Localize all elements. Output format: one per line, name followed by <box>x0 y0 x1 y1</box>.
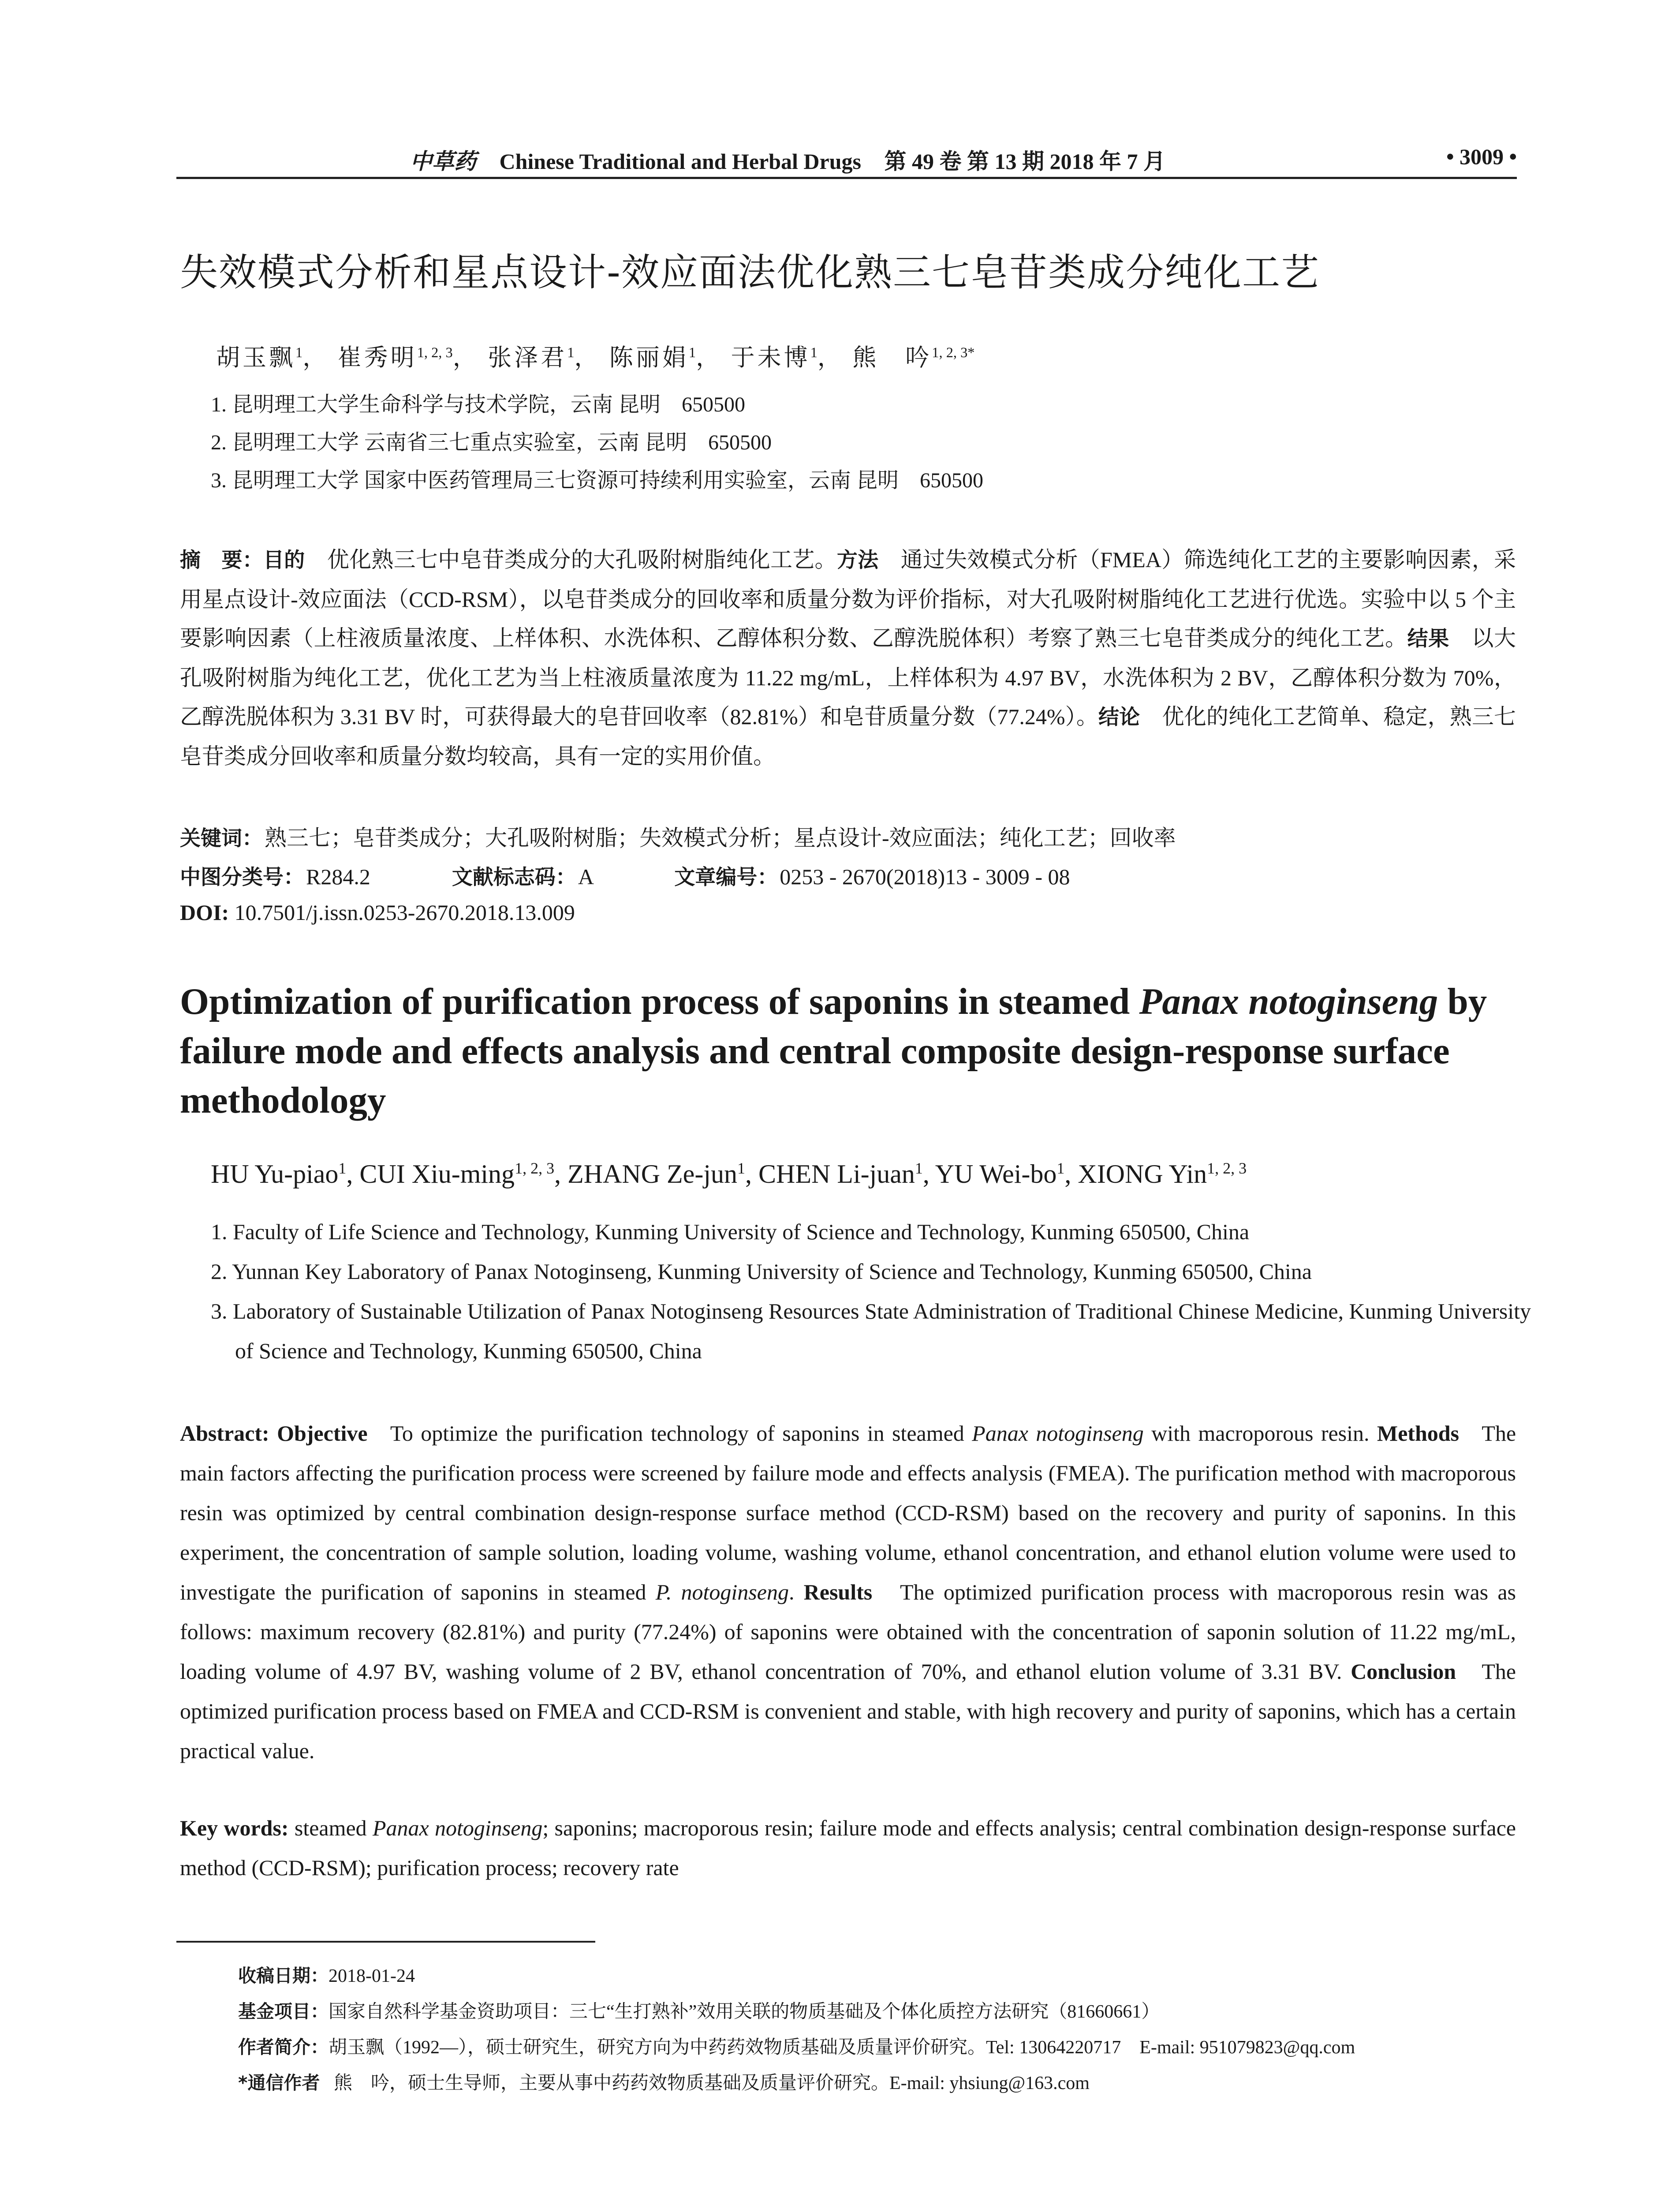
author-cn: 于未博$^1$ <box>731 344 818 371</box>
title-en: Optimization of purification process of saponins in steamed Panax notoginseng by failure mode and effects analysis and central composite design-response surface methodology <box>180 981 1487 1121</box>
footnote-fund: 基金项目：国家自然科学基金资助项目：三七“生打熟补”效用关联的物质基础及个体化质控方法研究（81660661） <box>238 2001 1160 2022</box>
author-en: HU Yu-piao$^1$ <box>211 1159 347 1188</box>
footnote-author: 作者简介：胡玉飘（1992—），硕士研究生，研究方向为中药药效物质基础及质量评价研究。Tel: 13064220717 E-mail: 951079823@qq.com <box>238 2037 1355 2058</box>
journal-info <box>410 144 1165 176</box>
author-en: CHEN Li-juan$^1$ <box>758 1159 923 1188</box>
keywords-cn <box>180 820 1176 852</box>
methods-en-label: Methods <box>1377 1421 1460 1446</box>
keywords-en-label: Key words: <box>180 1816 289 1840</box>
affiliation-en: 1. Faculty of Life Science and Technology, Kunming University of Science and Technology, Kunming 650500, China <box>211 1219 1250 1244</box>
article-no-label: 文章编号： <box>674 865 778 889</box>
authors-cn: 胡玉飘$^1$， 崔秀明$^{1, 2, 3}$， 张泽君$^1$， 陈丽娟$^1$， 于未博$^1$， 熊 吟$^{1, 2, 3*}$ <box>216 344 975 371</box>
affiliation-en: 2. Yunnan Key Laboratory of Panax Notoginseng, Kunming University of Science and Technology, Kunming 650500, China <box>211 1259 1312 1284</box>
affiliation-cn: 3. 昆明理工大学 国家中医药管理局三七资源可持续利用实验室，云南 昆明 650500 <box>211 469 984 492</box>
affiliation-cn: 2. 昆明理工大学 云南省三七重点实验室，云南 昆明 650500 <box>211 431 772 454</box>
doc-code-label: 文献标志码： <box>452 865 576 889</box>
footnote-corresponding: *通信作者 熊 吟，硕士生导师，主要从事中药药效物质基础及质量评价研究。E-mail: yhsiung@163.com <box>238 2072 1090 2093</box>
page-number: • 3009 • <box>1446 144 1517 169</box>
header-rule <box>176 177 1517 179</box>
results-cn-label: 结果 <box>1407 627 1449 651</box>
doi-value[interactable]: 10.7501/j.issn.0253-2670.2018.13.009 <box>234 900 575 925</box>
results-en-label: Results <box>803 1580 873 1604</box>
affiliation-cn: 1. 昆明理工大学生命科学与技术学院，云南 昆明 650500 <box>211 393 746 416</box>
clc-value: R284.2 <box>306 864 370 889</box>
author-en: XIONG Yin$^{1, 2, 3}$ <box>1078 1159 1247 1188</box>
journal-name: Chinese Traditional and Herbal Drugs <box>499 149 861 174</box>
conclusion-cn: 优化的纯化工艺简单、稳定，熟三七皂苷类成分回收率和质量分数均较高，具有一定的实用价值。 <box>180 704 1516 769</box>
author-cn: 熊 吟$^{1, 2, 3*}$ <box>852 344 975 371</box>
abstract-en-label: Abstract: <box>180 1421 269 1446</box>
methods-cn: 通过失效模式分析（FMEA）筛选纯化工艺的主要影响因素，采用星点设计-效应面法（CCD-RSM），以皂苷类成分的回收率和质量分数为评价指标，对大孔吸附树脂纯化工艺进行优选。实验中以 5 个主要影响因素（上柱液质量浓度、上样体积、水洗体积、乙醇体积分数、乙醇洗脱体积）考察了熟三七皂苷类成分的纯化工艺。 <box>180 547 1516 650</box>
objective-cn-label: 目的 <box>263 548 305 572</box>
doi-label: DOI: <box>180 900 229 925</box>
title-cn: 失效模式分析和星点设计-效应面法优化熟三七皂苷类成分纯化工艺 <box>180 250 1320 295</box>
author-cn: 胡玉飘$^1$ <box>216 344 303 371</box>
abstract-en: Abstract: Objective To optimize the purification technology of saponins in steamed Panax notoginseng with macroporous resin. Methods The main factors affecting the purification process were screened by failure mode and effects analysis (FMEA). The purification method with macroporous resin was optimized by central combination design-response surface method (CCD-RSM) based on the recovery and purity of saponins. In this experiment, the concentration of sample solution, loading volume, washing volume, ethanol concentration, and ethanol elution volume were used to investigate the purification of saponins in steamed P. notoginseng. Results The optimized purification process with macroporous resin was as follows: maximum recovery (82.81%) and purity (77.24%) of saponins were obtained with the concentration of saponin solution of 11.22 mg/mL, loading volume of 4.97 BV, washing volume of 2 BV, ethanol concentration of 70%, and ethanol elution volume of 3.31 BV. Conclusion The optimized purification process based on FMEA and CCD-RSM is convenient and stable, with high recovery and purity of saponins, which has a certain practical value. <box>180 1421 1516 1763</box>
author-en: CUI Xiu-ming$^{1, 2, 3}$ <box>359 1159 555 1188</box>
running-header <box>176 140 1517 176</box>
abstract-cn-label: 摘 要： <box>180 548 264 572</box>
doi-line <box>180 900 575 925</box>
author-en: ZHANG Ze-jun$^1$ <box>567 1159 745 1188</box>
journal-issue: 第 49 卷 第 13 期 2018 年 7 月 <box>884 149 1165 174</box>
keywords-cn-text: 熟三七；皂苷类成分；大孔吸附树脂；失效模式分析；星点设计-效应面法；纯化工艺；回收率 <box>265 826 1176 850</box>
footnote-rule <box>176 1941 595 1943</box>
affiliation-en: 3. Laboratory of Sustainable Utilization of Panax Notoginseng Resources State Administration of Traditional Chinese Medicine, Kunming University of Science and Technology, Kunming 650500, China <box>211 1299 1531 1363</box>
author-en: YU Wei-$bo^1$ <box>935 1159 1065 1188</box>
conclusion-cn-label: 结论 <box>1098 705 1140 729</box>
keywords-cn-label: 关键词： <box>180 826 263 851</box>
journal-logo: 中草药 <box>410 148 476 174</box>
objective-en-label: Objective <box>277 1421 368 1446</box>
doc-code-value: A <box>578 864 593 889</box>
conclusion-en-label: Conclusion <box>1351 1659 1456 1684</box>
footnote-received: 收稿日期：2018-01-24 <box>238 1965 415 1986</box>
footnotes <box>238 1958 1355 2101</box>
results-cn: 以大孔吸附树脂为纯化工艺，优化工艺为当上柱液质量浓度为 11.22 mg/mL，上样体积为 4.97 BV，水洗体积为 2 BV，乙醇体积分数为 70%，乙醇洗脱体积为 3.31 BV 时，可获得最大的皂苷回收率（82.81%）和皂苷质量分数（77.24%）。 <box>180 626 1516 729</box>
author-cn: 张泽君$^1$ <box>488 344 575 371</box>
authors-en: HU Yu-piao$^1$, CUI Xiu-ming$^{1, 2, 3}$, ZHANG Ze-jun$^1$, CHEN Li-juan$^1$, YU Wei-$bo^1$, XIONG Yin$^{1, 2, 3}$ <box>211 1159 1247 1188</box>
keywords-en: Key words: steamed Panax notoginseng; saponins; macroporous resin; failure mode and effects analysis; central combination design-response surface method (CCD-RSM); purification process; recovery rate <box>180 1816 1516 1880</box>
author-cn: 陈丽娟$^1$ <box>609 344 696 371</box>
objective-cn: 优化熟三七中皂苷类成分的大孔吸附树脂纯化工艺。 <box>327 547 837 572</box>
classification-line <box>180 861 1070 890</box>
methods-cn-label: 方法 <box>836 548 879 572</box>
article-no-value: 0253 - 2670(2018)13 - 3009 - 08 <box>780 864 1070 889</box>
clc-label: 中图分类号： <box>180 865 304 889</box>
abstract-cn <box>180 540 1516 776</box>
author-cn: 崔秀明$^{1, 2, 3}$ <box>337 344 453 371</box>
